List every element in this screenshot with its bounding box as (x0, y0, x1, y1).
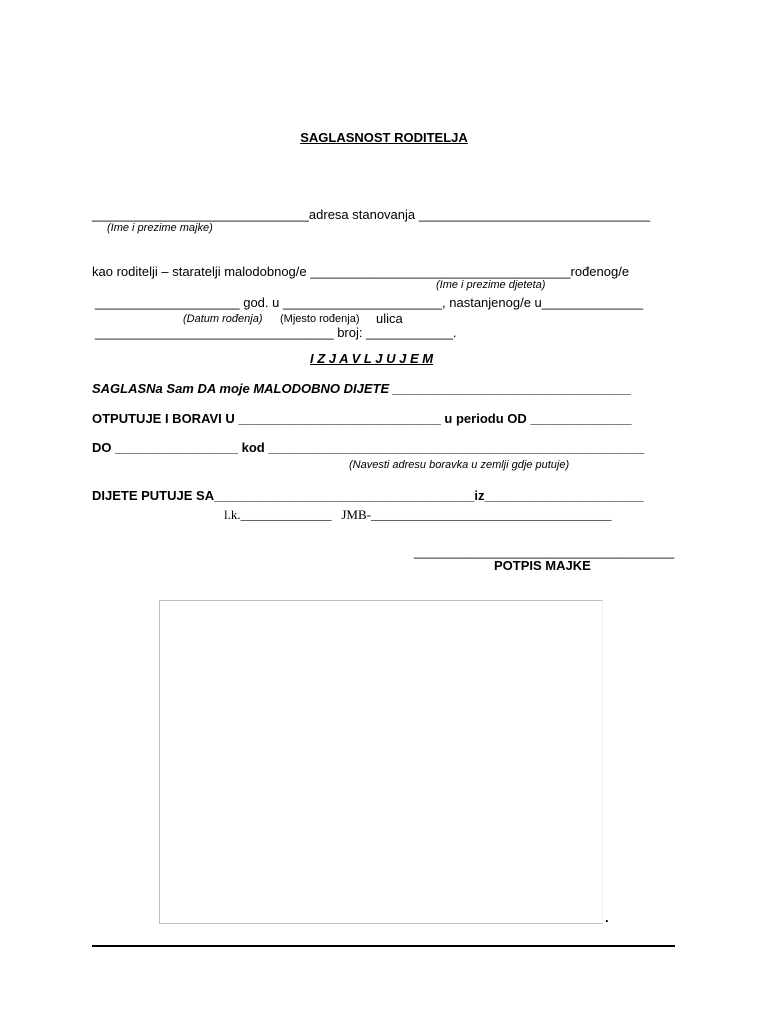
birth-place-caption: (Mjesto rođenja) (280, 313, 360, 325)
child-name-line: kao roditelji – staratelji malodobnog/e ____________________________________rođenog/e (92, 264, 630, 279)
consent-line: SAGLASNa Sam DA moje MALODOBNO DIJETE _________________________________ (92, 381, 632, 396)
until-host-line: DO _________________ kod ____________________________________________________ (92, 440, 645, 455)
mother-address-line: ______________________________adresa stanovanja ________________________________ (92, 207, 651, 222)
blank-frame (159, 600, 603, 924)
mother-name-caption: (Ime i prezime majke) (107, 222, 213, 234)
signature-label: POTPIS MAJKE (494, 558, 591, 573)
bottom-rule (92, 945, 675, 947)
address-abroad-caption: (Navesti adresu boravka u zemlji gdje putuje) (349, 459, 570, 471)
id-jmb-line: l.k.______________ JMB-_____________________________________ (224, 507, 612, 522)
document-title: SAGLASNOST RODITELJA (300, 130, 468, 145)
declaration-heading: I Z J A V L J U J E M (310, 351, 434, 366)
companion-line: DIJETE PUTUJE SA____________________________________iz______________________ (92, 488, 644, 503)
street-number-line: _________________________________ broj: ____________. (95, 325, 457, 340)
signature-line: ____________________________________ (414, 544, 675, 559)
frame-dot: . (605, 910, 609, 925)
birth-date-caption: (Datum rođenja) (183, 313, 263, 325)
street-label: ulica (376, 311, 403, 326)
child-name-caption: (Ime i prezime djeteta) (436, 279, 546, 291)
travel-period-line: OTPUTUJE I BORAVI U ____________________________ u periodu OD ______________ (92, 411, 632, 426)
birth-residence-line: ____________________ god. u ______________________, nastanjenog/e u______________ (95, 295, 643, 310)
